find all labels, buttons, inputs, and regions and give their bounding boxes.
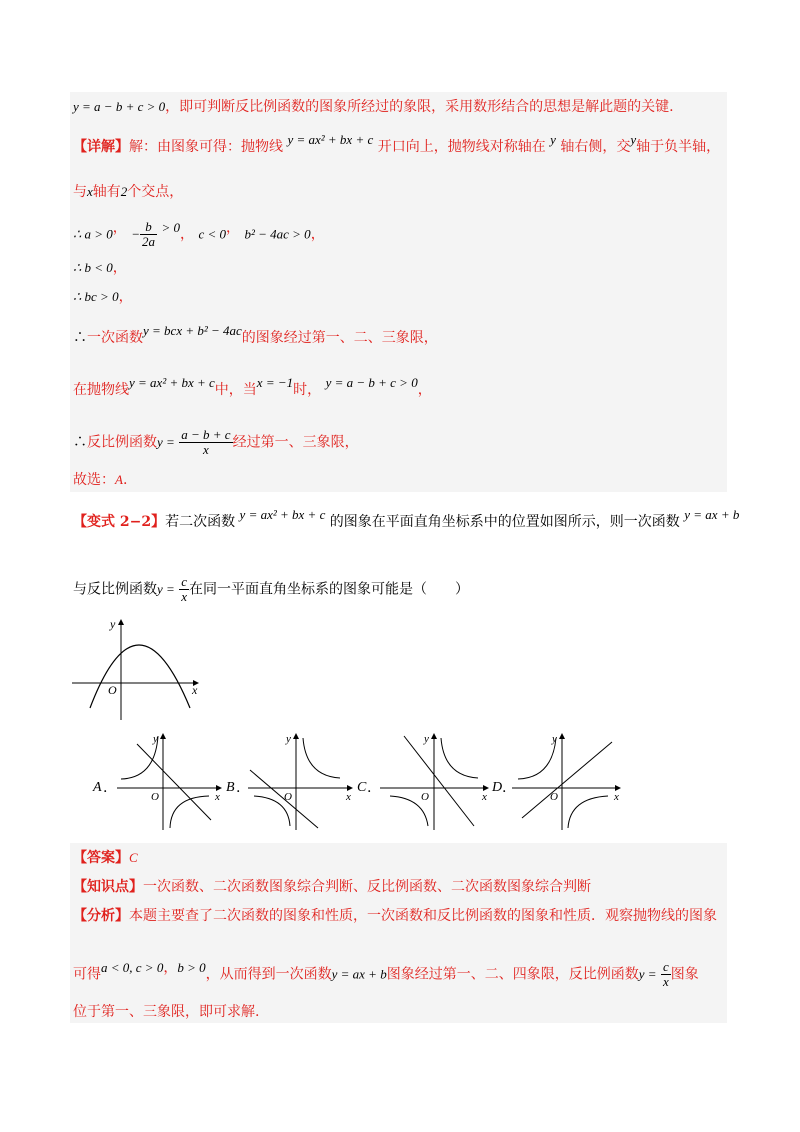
solution-line-9: ∴反比例函数y = $\frac{a - b + c}{x}$ 经过第一、三象限， [73,427,359,457]
option-d-graph[interactable] [510,730,625,832]
analysis-line-3: 位于第一、三象限，即可求解. [73,1004,260,1020]
option-c-graph[interactable] [378,730,493,832]
answer-line [73,848,138,868]
svg-text:x: x [215,791,220,803]
svg-text:O: O [421,791,429,803]
svg-text:x: x [482,791,487,803]
linear-line [404,736,474,826]
solution-line-3: 与x轴有2个交点， [73,184,184,200]
solution-line-4: ∴ a > 0， − $\frac{b}{2a}$ > 0， c < 0， b² − 4ac > 0， [73,219,325,249]
math-expression: y = ax² + bx + c [129,375,215,390]
option-a-graph[interactable] [115,730,225,832]
svg-text:x: x [346,791,351,803]
solution-line-1: y = a − b + c > 0，即可判断反比例函数的图象所经过的象限，采用数形结合的思想是解此题的关键. [73,99,674,115]
solution-line-7: ∴一次函数y = bcx + b² − 4ac的图象经过第一、二、三象限， [73,323,438,346]
math-expression: y = ax² + bx + c [239,507,326,522]
svg-text:y: y [552,733,557,745]
svg-text:y: y [424,733,429,745]
fraction-c-over-x: $\frac{c}{x}$ [662,959,669,989]
solution-line-8: 在抛物线y = ax² + bx + c中，当x = −1时， y = a − b + c > 0， [73,375,432,398]
option-label-D[interactable]: D [492,780,503,795]
svg-text:O: O [550,791,558,803]
hyperbola-q2 [518,738,556,779]
math-expression: y = ax² + bx + c [287,132,374,147]
svg-text:y: y [286,733,291,745]
x-axis-label: x [192,683,198,697]
fraction-reciprocal: $\frac{a - b + c}{x}$ [181,427,231,457]
math-expression: y = bcx + b² − 4ac [143,323,242,338]
solution-line-10: 故选：A. [73,472,128,488]
hyperbola-q1 [441,738,478,778]
math-expression: y = ax + b [684,507,740,522]
origin-label: O [108,683,117,697]
y-axis-label: y [110,617,116,631]
question-line-2: 与反比例函数y = $\frac{c}{x}$ 在同一平面直角坐标系的图象可能是（ ） [73,574,470,604]
option-label-C[interactable]: C [357,780,367,795]
question-line-1: 【变式 2−2】若二次函数 y = ax² + bx + c 的图象在平面直角坐标系中的位置如图所示，则一次函数 y = ax + b [73,507,740,530]
parabola-figure [68,612,218,722]
option-dot: . [502,780,507,796]
svg-text:x: x [614,791,619,803]
option-dot: . [367,780,372,796]
answer-tag: 【答案】 [73,850,129,866]
option-b-graph[interactable] [246,730,356,832]
knowledge-tag: 【知识点】 [73,879,143,895]
hyperbola-q1 [303,738,340,778]
solution-line-6: ∴ bc > 0， [73,289,133,305]
question-tag: 【变式 2−2】 [73,514,166,530]
linear-line [522,742,612,818]
linear-line [137,744,211,820]
analysis-line-1: 【分析】本题主要查了二次函数的图象和性质，一次函数和反比例函数的图象和性质．观察抛物线的图象 [73,908,717,924]
parabola-curve [90,645,190,708]
answer-background [70,843,727,1023]
svg-text:O: O [284,791,292,803]
option-label-B[interactable]: B [226,780,235,795]
svg-text:O: O [151,791,159,803]
analysis-tag: 【分析】 [73,908,129,924]
math-expression: y = a − b + c > 0 [73,99,166,114]
svg-text:y: y [153,733,158,745]
fraction-c-over-x: $\frac{c}{x}$ [181,574,188,604]
knowledge-point-line: 【知识点】一次函数、二次函数图象综合判断、反比例函数、二次函数图象综合判断 [73,879,591,895]
option-dot: . [236,780,241,796]
option-label-A[interactable]: A [93,780,102,795]
solution-line-5: ∴ b < 0， [73,260,127,276]
answer-value: C [129,850,138,865]
analysis-line-2: 可得a < 0, c > 0，b > 0，从而得到一次函数y = ax + b图象经过第一、二、四象限，反比例函数y = $\frac{c}{x}$ 图象 [73,959,699,989]
option-dot: . [103,780,108,796]
detail-tag: 【详解】 [73,139,129,155]
hyperbola-q4 [568,796,608,828]
solution-line-2: 【详解】解：由图象可得：抛物线 y = ax² + bx + c 开口向上，抛物线对称轴在 y 轴右侧，交y轴于负半轴， [73,132,721,155]
fraction-b-over-2a: $\frac{b}{2a}$ [142,219,156,249]
